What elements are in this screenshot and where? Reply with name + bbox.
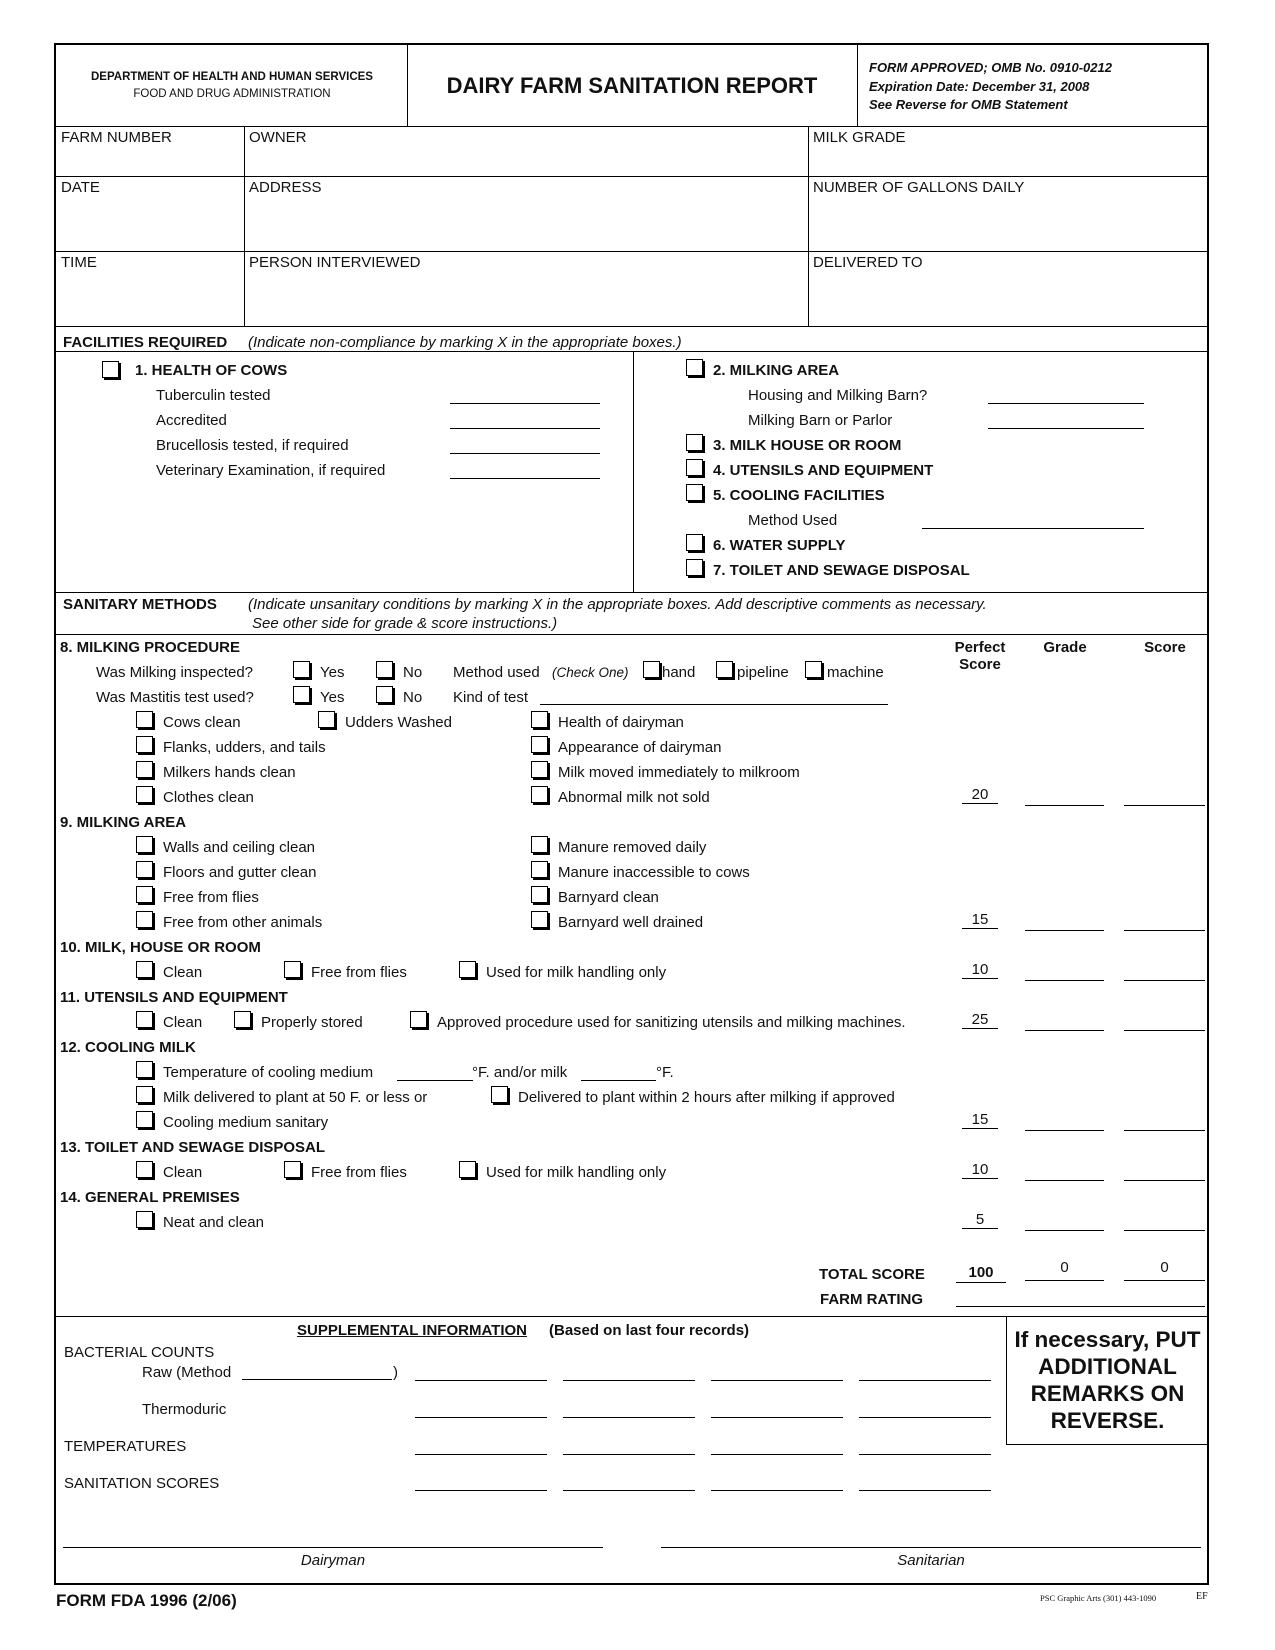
sanitary-note-line1: (Indicate unsanitary conditions by marking X in the appropriate boxes. Add descriptive comments as necessary. bbox=[248, 596, 987, 613]
manure-inaccessible-label: Manure inaccessible to cows bbox=[558, 864, 750, 881]
raw-method-label: Raw (Method bbox=[142, 1364, 232, 1381]
milk-moved-checkbox[interactable] bbox=[531, 761, 548, 778]
properly-stored-label: Properly stored bbox=[261, 1014, 363, 1031]
milking-inspected-yes-checkbox[interactable] bbox=[293, 661, 310, 678]
perfect-score-value: 20 bbox=[962, 786, 998, 804]
sanitation-record-3[interactable] bbox=[711, 1490, 843, 1491]
health-of-cows-checkbox[interactable] bbox=[102, 361, 119, 378]
supplemental-heading: SUPPLEMENTAL INFORMATION bbox=[297, 1322, 527, 1339]
dairyman-label: Dairyman bbox=[300, 1552, 366, 1569]
facilities-divider bbox=[633, 351, 634, 592]
accredited-label: Accredited bbox=[156, 412, 227, 429]
department-name: DEPARTMENT OF HEALTH AND HUMAN SERVICES bbox=[91, 71, 373, 83]
owner-label: OWNER bbox=[249, 129, 307, 146]
clothes-clean-label: Clothes clean bbox=[163, 789, 254, 806]
milkers-hands-checkbox[interactable] bbox=[136, 761, 153, 778]
milk-house-checkbox[interactable] bbox=[686, 434, 703, 451]
machine-label: machine bbox=[827, 664, 884, 681]
rule bbox=[55, 326, 1208, 327]
perfect-score-value: 10 bbox=[962, 961, 998, 979]
omb-statement-note: See Reverse for OMB Statement bbox=[869, 97, 1068, 112]
grade-field[interactable] bbox=[1025, 1030, 1104, 1031]
floors-gutter-checkbox[interactable] bbox=[136, 861, 153, 878]
dairyman-signature-line[interactable] bbox=[63, 1547, 603, 1548]
thermoduric-record-4[interactable] bbox=[859, 1417, 991, 1418]
toilet-sewage-label: 7. TOILET AND SEWAGE DISPOSAL bbox=[713, 562, 970, 579]
milk-house-label: 3. MILK HOUSE OR ROOM bbox=[713, 437, 902, 454]
time-label: TIME bbox=[61, 254, 97, 271]
score-field[interactable] bbox=[1124, 980, 1205, 981]
water-supply-label: 6. WATER SUPPLY bbox=[713, 537, 846, 554]
clean-label: Clean bbox=[163, 964, 203, 981]
total-grade-value[interactable]: 0 bbox=[1060, 1259, 1069, 1276]
grade-field[interactable] bbox=[1025, 1130, 1104, 1131]
remarks-note: If necessary, PUT ADDITIONAL REMARKS ON REVERSE. bbox=[1014, 1327, 1201, 1433]
facilities-note: (Indicate non-compliance by marking X in the appropriate boxes.) bbox=[248, 334, 682, 351]
no-label: No bbox=[403, 664, 423, 681]
milk-house-flies-checkbox[interactable] bbox=[284, 961, 301, 978]
appearance-dairyman-checkbox[interactable] bbox=[531, 736, 548, 753]
grade-field[interactable] bbox=[1025, 980, 1104, 981]
rule bbox=[1025, 1280, 1104, 1281]
clean-label: Clean bbox=[163, 1014, 203, 1031]
temperature-record-1[interactable] bbox=[415, 1454, 547, 1455]
person-interviewed-label: PERSON INTERVIEWED bbox=[249, 254, 421, 271]
rule bbox=[1124, 1280, 1205, 1281]
tuberculin-field[interactable] bbox=[450, 403, 600, 404]
score-field[interactable] bbox=[1124, 1130, 1205, 1131]
score-field[interactable] bbox=[1124, 1180, 1205, 1181]
milk-temp-field[interactable] bbox=[581, 1080, 656, 1081]
hand-label: hand bbox=[662, 664, 696, 681]
manure-inaccessible-checkbox[interactable] bbox=[531, 861, 548, 878]
cooling-sanitary-checkbox[interactable] bbox=[136, 1111, 153, 1128]
mastitis-yes-checkbox[interactable] bbox=[293, 686, 310, 703]
grade-field[interactable] bbox=[1025, 805, 1104, 806]
temperature-record-2[interactable] bbox=[563, 1454, 695, 1455]
raw-method-field[interactable] bbox=[242, 1379, 392, 1380]
milk-handling-only-label: Used for milk handling only bbox=[486, 1164, 667, 1181]
delivered-to-field[interactable] bbox=[812, 273, 1204, 321]
approved-procedure-label: Approved procedure used for sanitizing utensils and milking machines. bbox=[437, 1014, 906, 1031]
perfect-header-line1: Perfect bbox=[954, 639, 1006, 656]
cooling-facilities-checkbox[interactable] bbox=[686, 484, 703, 501]
perfect-score-value: 5 bbox=[962, 1211, 998, 1229]
housing-barn-field[interactable] bbox=[988, 403, 1144, 404]
health-of-dairyman-checkbox[interactable] bbox=[531, 711, 548, 728]
temp-cooling-label: Temperature of cooling medium bbox=[163, 1064, 374, 1081]
barnyard-clean-label: Barnyard clean bbox=[558, 889, 659, 906]
thermoduric-record-3[interactable] bbox=[711, 1417, 843, 1418]
farm-number-label: FARM NUMBER bbox=[61, 129, 172, 146]
address-field[interactable] bbox=[248, 198, 804, 246]
perfect-header-line2: Score bbox=[959, 656, 1001, 673]
yes-label: Yes bbox=[320, 689, 345, 706]
total-perfect-score: 100 bbox=[968, 1264, 994, 1281]
brucellosis-label: Brucellosis tested, if required bbox=[156, 437, 349, 454]
veterinary-field[interactable] bbox=[450, 478, 600, 479]
supplemental-note: (Based on last four records) bbox=[549, 1322, 750, 1339]
farm-rating-label: FARM RATING bbox=[820, 1291, 924, 1308]
cows-clean-checkbox[interactable] bbox=[136, 711, 153, 728]
omb-expiration: Expiration Date: December 31, 2008 bbox=[869, 79, 1090, 94]
walls-ceiling-label: Walls and ceiling clean bbox=[163, 839, 316, 856]
form-title: DAIRY FARM SANITATION REPORT bbox=[446, 73, 818, 98]
cooling-medium-temp-field[interactable] bbox=[397, 1080, 473, 1081]
temperature-record-3[interactable] bbox=[711, 1454, 843, 1455]
free-from-flies-label: Free from flies bbox=[163, 889, 259, 906]
cooling-sanitary-label: Cooling medium sanitary bbox=[163, 1114, 329, 1131]
toilet-sewage-title: 13. TOILET AND SEWAGE DISPOSAL bbox=[60, 1139, 326, 1156]
approved-procedure-checkbox[interactable] bbox=[410, 1011, 427, 1028]
milking-inspected-label: Was Milking inspected? bbox=[96, 664, 254, 681]
gallons-field[interactable] bbox=[812, 198, 1204, 246]
omb-approval: FORM APPROVED; OMB No. 0910-0212 bbox=[869, 60, 1112, 75]
method-machine-checkbox[interactable] bbox=[805, 661, 822, 678]
perfect-score-value: 15 bbox=[962, 911, 998, 929]
thermoduric-record-1[interactable] bbox=[415, 1417, 547, 1418]
temp-unit-label: °F. and/or milk bbox=[472, 1064, 568, 1081]
neat-clean-label: Neat and clean bbox=[163, 1214, 264, 1231]
form-number: FORM FDA 1996 (2/06) bbox=[56, 1591, 237, 1610]
date-label: DATE bbox=[61, 179, 100, 196]
milking-area-title: 9. MILKING AREA bbox=[60, 814, 187, 831]
grid-divider bbox=[244, 126, 245, 326]
delivered-2h-checkbox[interactable] bbox=[491, 1086, 508, 1103]
person-interviewed-field[interactable] bbox=[248, 273, 804, 321]
abnormal-milk-checkbox[interactable] bbox=[531, 786, 548, 803]
bacterial-counts-label: BACTERIAL COUNTS bbox=[64, 1344, 215, 1361]
perfect-score-value: 15 bbox=[962, 1111, 998, 1129]
manure-removed-checkbox[interactable] bbox=[531, 836, 548, 853]
gallons-label: NUMBER OF GALLONS DAILY bbox=[813, 179, 1025, 196]
method-hand-checkbox[interactable] bbox=[643, 661, 660, 678]
rule bbox=[55, 176, 1208, 177]
delivered-to-label: DELIVERED TO bbox=[813, 254, 923, 271]
clothes-clean-checkbox[interactable] bbox=[136, 786, 153, 803]
score-field[interactable] bbox=[1124, 930, 1205, 931]
grade-field[interactable] bbox=[1025, 1180, 1104, 1181]
sanitarian-label: Sanitarian bbox=[897, 1552, 965, 1569]
rule bbox=[55, 126, 1208, 127]
sanitation-record-4[interactable] bbox=[859, 1490, 991, 1491]
brucellosis-field[interactable] bbox=[450, 453, 600, 454]
sanitarian-signature-line[interactable] bbox=[661, 1547, 1201, 1548]
utensils-clean-checkbox[interactable] bbox=[136, 1011, 153, 1028]
total-score-label: TOTAL SCORE bbox=[819, 1266, 925, 1283]
method-pipeline-checkbox[interactable] bbox=[716, 661, 733, 678]
appearance-dairyman-label: Appearance of dairyman bbox=[558, 739, 722, 756]
method-used-field[interactable] bbox=[922, 528, 1144, 529]
grid-divider bbox=[808, 126, 809, 326]
milkers-hands-label: Milkers hands clean bbox=[163, 764, 296, 781]
milking-inspected-no-checkbox[interactable] bbox=[376, 661, 393, 678]
milking-parlor-label: Milking Barn or Parlor bbox=[748, 412, 893, 429]
milking-parlor-field[interactable] bbox=[988, 428, 1144, 429]
score-field[interactable] bbox=[1124, 1030, 1205, 1031]
grade-field[interactable] bbox=[1025, 930, 1104, 931]
walls-ceiling-checkbox[interactable] bbox=[136, 836, 153, 853]
utensils-label: 4. UTENSILS AND EQUIPMENT bbox=[713, 462, 934, 479]
score-header: Score bbox=[1144, 639, 1186, 656]
milk-house-handling-checkbox[interactable] bbox=[459, 961, 476, 978]
pipeline-label: pipeline bbox=[737, 664, 789, 681]
score-field[interactable] bbox=[1124, 805, 1205, 806]
accredited-field[interactable] bbox=[450, 428, 600, 429]
rule bbox=[55, 592, 1208, 593]
flanks-udders-checkbox[interactable] bbox=[136, 736, 153, 753]
barnyard-drained-checkbox[interactable] bbox=[531, 911, 548, 928]
health-of-dairyman-label: Health of dairyman bbox=[558, 714, 684, 731]
temp-cooling-checkbox[interactable] bbox=[136, 1061, 153, 1078]
delivered-50f-checkbox[interactable] bbox=[136, 1086, 153, 1103]
total-score-value[interactable]: 0 bbox=[1160, 1259, 1169, 1276]
barnyard-drained-label: Barnyard well drained bbox=[558, 914, 704, 931]
grade-field[interactable] bbox=[1025, 1230, 1104, 1231]
agency-name: FOOD AND DRUG ADMINISTRATION bbox=[133, 88, 331, 100]
flanks-udders-label: Flanks, udders, and tails bbox=[163, 739, 326, 756]
raw-record-3[interactable] bbox=[711, 1380, 843, 1381]
method-used-label: Method used bbox=[453, 664, 540, 681]
toilet-clean-checkbox[interactable] bbox=[136, 1161, 153, 1178]
check-one-note: (Check One) bbox=[552, 665, 629, 680]
rule bbox=[55, 634, 1208, 635]
kind-of-test-label: Kind of test bbox=[453, 689, 529, 706]
sanitation-scores-label: SANITATION SCORES bbox=[64, 1475, 220, 1492]
sanitary-methods-heading: SANITARY METHODS bbox=[63, 596, 217, 613]
neat-clean-checkbox[interactable] bbox=[136, 1211, 153, 1228]
raw-record-4[interactable] bbox=[859, 1380, 991, 1381]
mastitis-test-label: Was Mastitis test used? bbox=[96, 689, 254, 706]
time-field[interactable] bbox=[60, 273, 240, 321]
milk-grade-field[interactable] bbox=[812, 148, 1204, 172]
facilities-heading: FACILITIES REQUIRED bbox=[63, 334, 228, 351]
clean-label: Clean bbox=[163, 1164, 203, 1181]
tuberculin-label: Tuberculin tested bbox=[156, 387, 271, 404]
udders-washed-label: Udders Washed bbox=[345, 714, 452, 731]
milk-house-title: 10. MILK, HOUSE OR ROOM bbox=[60, 939, 261, 956]
free-other-animals-checkbox[interactable] bbox=[136, 911, 153, 928]
sanitation-record-1[interactable] bbox=[415, 1490, 547, 1491]
cooling-facilities-label: 5. COOLING FACILITIES bbox=[713, 487, 885, 504]
free-from-flies-label: Free from flies bbox=[311, 964, 407, 981]
delivered-50f-label: Milk delivered to plant at 50 F. or less or bbox=[163, 1089, 428, 1106]
abnormal-milk-label: Abnormal milk not sold bbox=[558, 789, 710, 806]
milk-handling-only-label: Used for milk handling only bbox=[486, 964, 667, 981]
utensils-checkbox[interactable] bbox=[686, 459, 703, 476]
thermoduric-label: Thermoduric bbox=[142, 1401, 227, 1418]
remarks-box bbox=[1006, 1317, 1208, 1445]
mastitis-no-checkbox[interactable] bbox=[376, 686, 393, 703]
barnyard-clean-checkbox[interactable] bbox=[531, 886, 548, 903]
temperature-record-4[interactable] bbox=[859, 1454, 991, 1455]
rule bbox=[55, 251, 1208, 252]
raw-record-1[interactable] bbox=[415, 1380, 547, 1381]
farm-number-field[interactable] bbox=[60, 148, 240, 172]
perfect-score-value: 25 bbox=[962, 1011, 998, 1029]
printer-credit: PSC Graphic Arts (301) 443-1090 bbox=[1040, 1593, 1157, 1603]
delivered-2h-label: Delivered to plant within 2 hours after milking if approved bbox=[518, 1089, 895, 1106]
kind-of-test-field[interactable] bbox=[540, 704, 888, 705]
raw-method-close: ) bbox=[393, 1364, 398, 1381]
farm-rating-field[interactable] bbox=[956, 1306, 1205, 1307]
sanitary-note-line2: See other side for grade & score instructions.) bbox=[252, 615, 558, 632]
general-premises-title: 14. GENERAL PREMISES bbox=[60, 1189, 240, 1206]
utensils-title: 11. UTENSILS AND EQUIPMENT bbox=[60, 989, 288, 1006]
properly-stored-checkbox[interactable] bbox=[234, 1011, 251, 1028]
milking-procedure-title: 8. MILKING PROCEDURE bbox=[60, 639, 241, 656]
free-other-animals-label: Free from other animals bbox=[163, 914, 323, 931]
temp-unit-label: °F. bbox=[656, 1064, 674, 1081]
address-label: ADDRESS bbox=[249, 179, 322, 196]
thermoduric-record-2[interactable] bbox=[563, 1417, 695, 1418]
cooling-milk-title: 12. COOLING MILK bbox=[60, 1039, 196, 1056]
raw-record-2[interactable] bbox=[563, 1380, 695, 1381]
udders-washed-checkbox[interactable] bbox=[318, 711, 335, 728]
water-supply-checkbox[interactable] bbox=[686, 534, 703, 551]
toilet-sewage-checkbox[interactable] bbox=[686, 559, 703, 576]
milking-area-label: 2. MILKING AREA bbox=[713, 362, 840, 379]
rule bbox=[55, 351, 1208, 352]
score-field[interactable] bbox=[1124, 1230, 1205, 1231]
header-divider bbox=[857, 44, 858, 126]
perfect-score-value: 10 bbox=[962, 1161, 998, 1179]
milk-grade-label: MILK GRADE bbox=[813, 129, 906, 146]
grade-header: Grade bbox=[1043, 639, 1087, 656]
owner-field[interactable] bbox=[248, 148, 804, 172]
free-from-flies-label: Free from flies bbox=[311, 1164, 407, 1181]
sanitation-record-2[interactable] bbox=[563, 1490, 695, 1491]
date-field[interactable] bbox=[60, 198, 240, 246]
toilet-flies-checkbox[interactable] bbox=[284, 1161, 301, 1178]
yes-label: Yes bbox=[320, 664, 345, 681]
perfect-score-header bbox=[940, 639, 1020, 673]
free-from-flies-checkbox[interactable] bbox=[136, 886, 153, 903]
milk-moved-label: Milk moved immediately to milkroom bbox=[558, 764, 800, 781]
housing-barn-label: Housing and Milking Barn? bbox=[748, 387, 928, 404]
manure-removed-label: Manure removed daily bbox=[558, 839, 707, 856]
floors-gutter-label: Floors and gutter clean bbox=[163, 864, 317, 881]
milking-area-checkbox[interactable] bbox=[686, 359, 703, 376]
method-used-label: Method Used bbox=[748, 512, 838, 529]
health-of-cows-label: 1. HEALTH OF COWS bbox=[135, 362, 288, 379]
milk-house-clean-checkbox[interactable] bbox=[136, 961, 153, 978]
ef-mark: EF bbox=[1196, 1591, 1208, 1602]
veterinary-label: Veterinary Examination, if required bbox=[156, 462, 386, 479]
toilet-handling-checkbox[interactable] bbox=[459, 1161, 476, 1178]
temperatures-label: TEMPERATURES bbox=[64, 1438, 187, 1455]
rule bbox=[956, 1282, 1006, 1283]
no-label: No bbox=[403, 689, 423, 706]
cows-clean-label: Cows clean bbox=[163, 714, 241, 731]
